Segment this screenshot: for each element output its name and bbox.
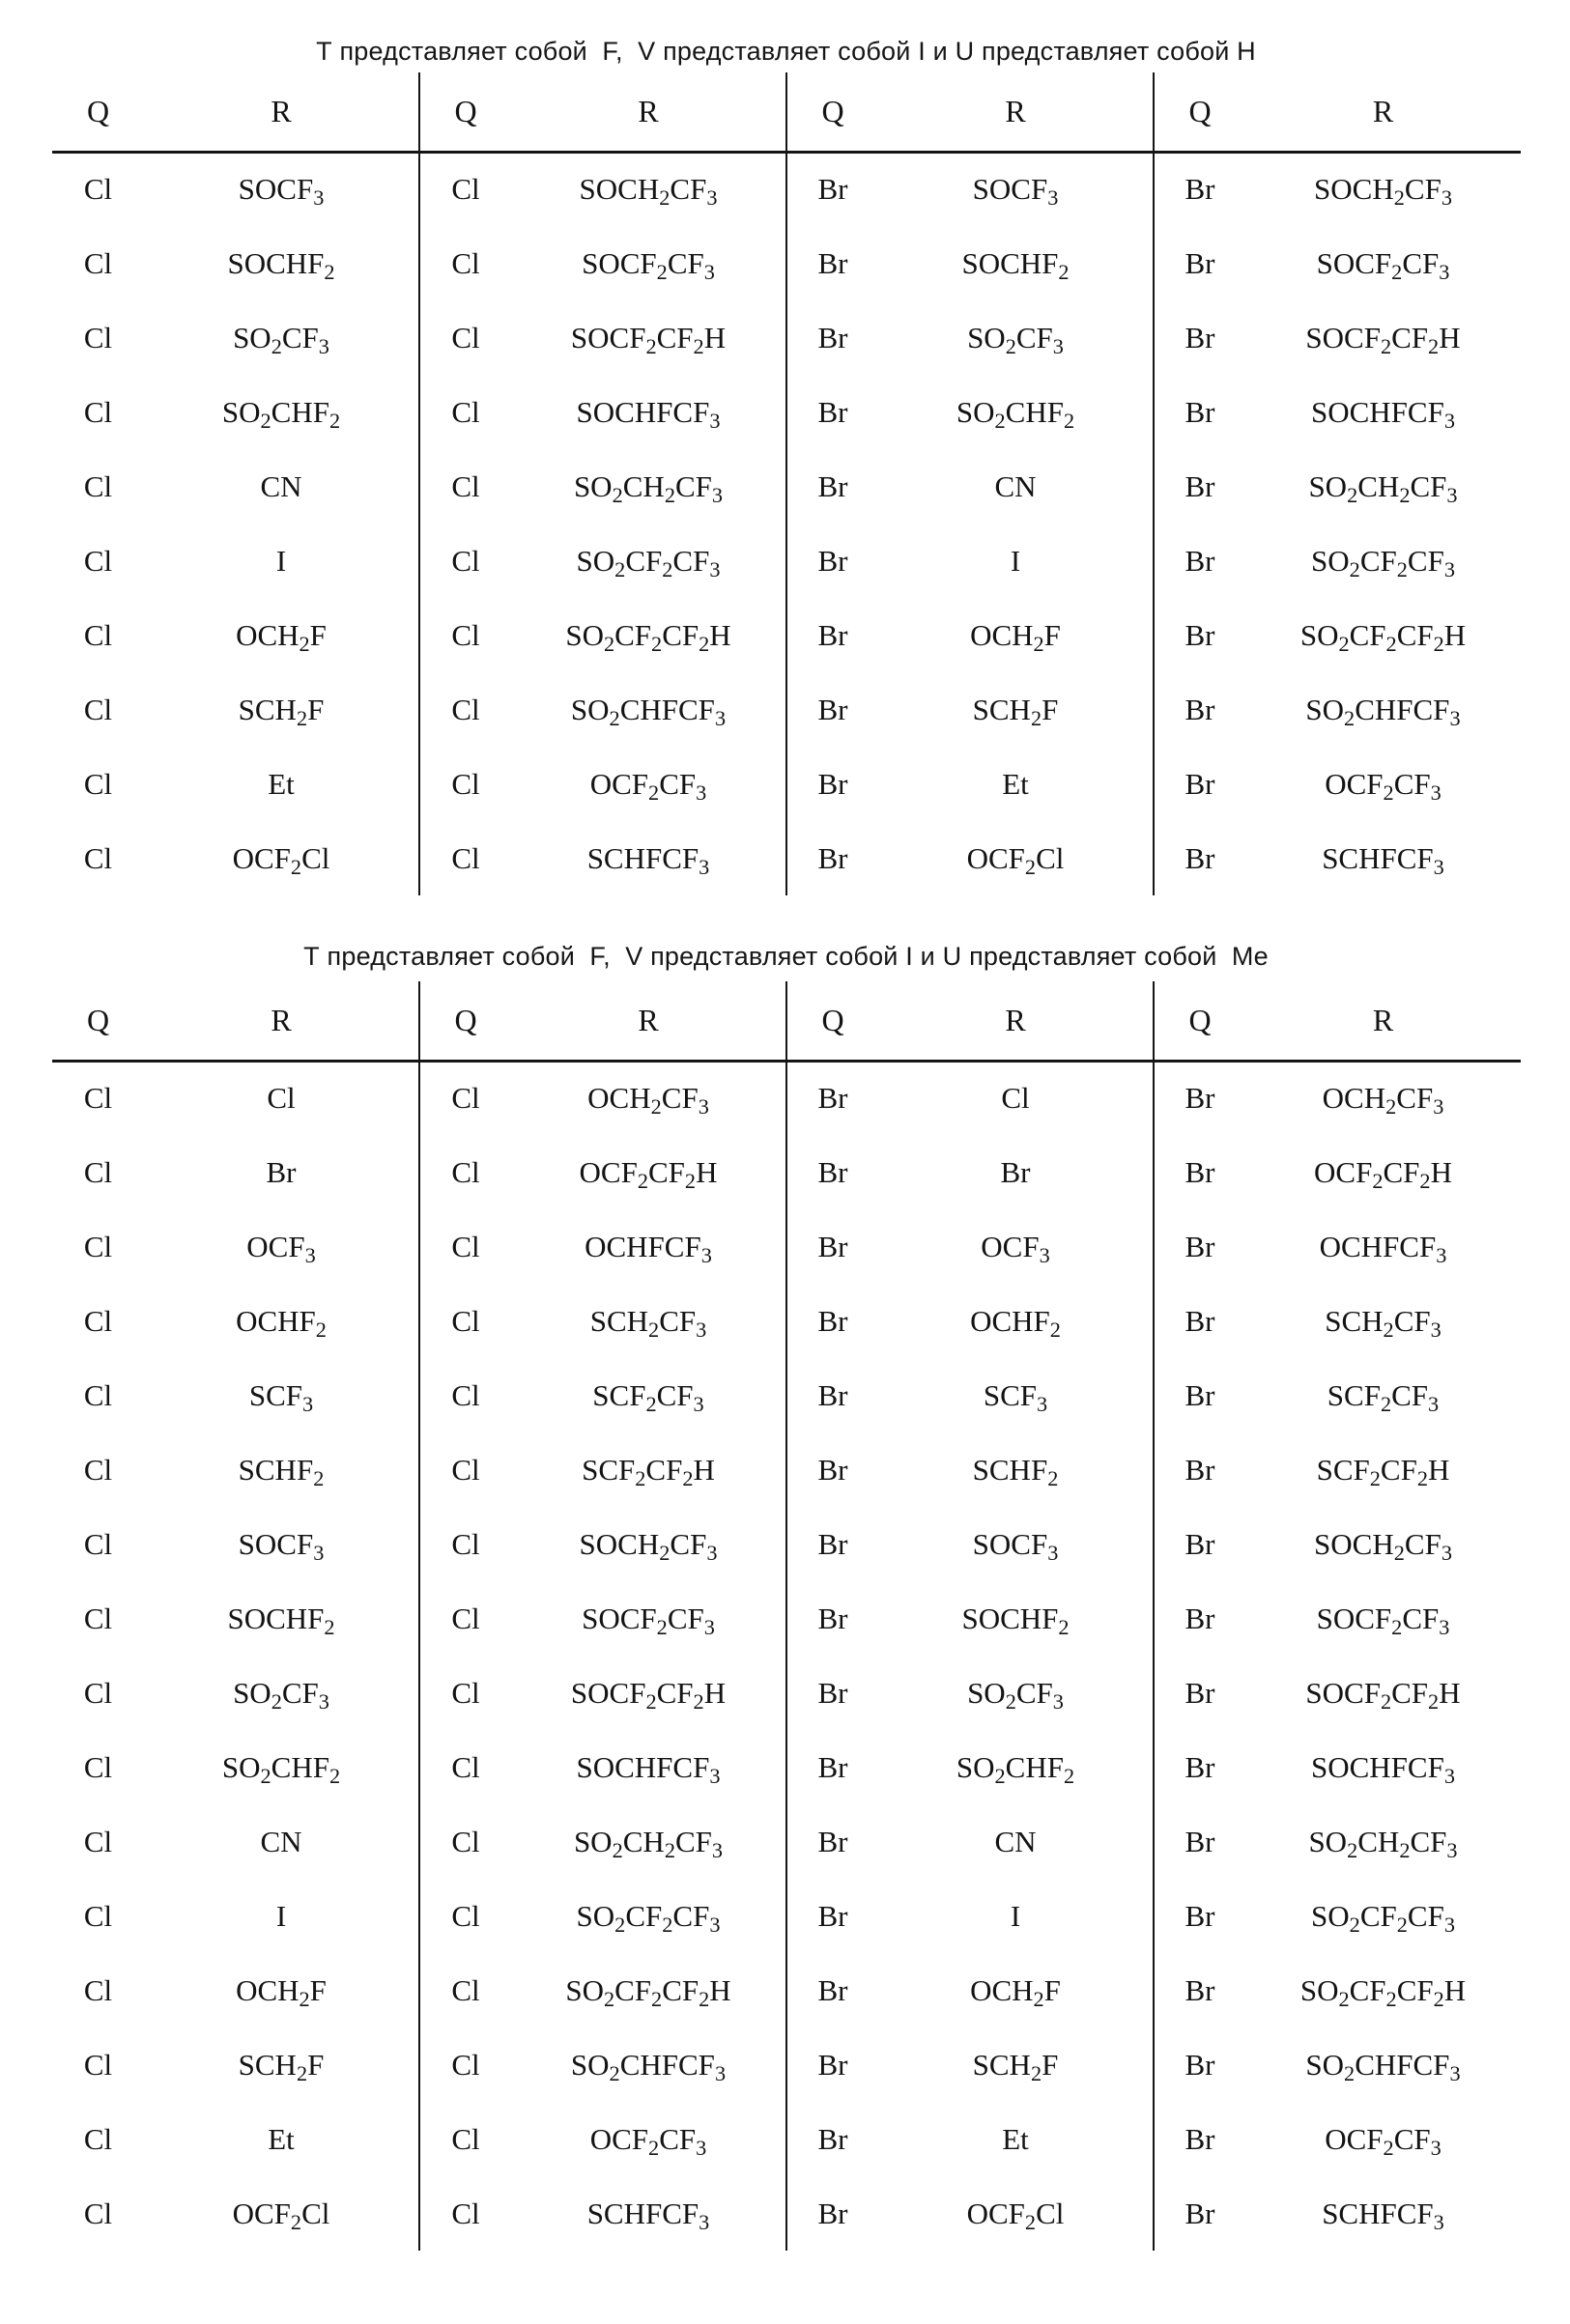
table-row: [52, 672, 1521, 747]
q-value: Br: [786, 598, 879, 672]
q-value: Br: [1154, 1284, 1246, 1358]
table-row: [52, 1284, 1521, 1358]
q-value: Cl: [419, 672, 512, 747]
r-formula: $SOCF_3$: [972, 172, 1059, 211]
r-formula: $SOCHFCF_3$: [1310, 1749, 1455, 1788]
r-formula: $OCHFCF_3$: [1319, 1229, 1447, 1267]
q-value: Cl: [83, 1675, 113, 1710]
q-value: Br: [1154, 1953, 1246, 2027]
r-formula: $OCF_2CF_2H$: [1314, 1154, 1452, 1193]
q-value: Br: [1154, 821, 1246, 895]
q-value: Cl: [83, 543, 113, 578]
r-formula: $SO_2CF_2CF_2H$: [565, 1972, 731, 2011]
table-row: [52, 300, 1521, 375]
q-value: Br: [786, 2027, 879, 2102]
q-value: Cl: [83, 320, 113, 354]
r-formula: $SCHF_2$: [238, 1452, 325, 1490]
r-formula: $SCH_2F$: [238, 692, 325, 730]
q-column-header: Q: [419, 981, 512, 1061]
r-formula: Br: [1000, 1154, 1031, 1189]
r-formula: $OCF_2CF_3$: [1325, 766, 1442, 805]
r-formula: $OCF_2Cl$: [232, 2196, 330, 2234]
table-row: [52, 1209, 1521, 1284]
q-column-header: Q: [786, 981, 879, 1061]
r-formula: $OCH_2F$: [236, 617, 327, 656]
r-formula: $SCF_3$: [983, 1377, 1048, 1416]
q-value: Cl: [419, 2176, 512, 2251]
q-value: Cl: [83, 617, 113, 652]
r-column-header: R: [145, 981, 419, 1061]
r-formula: $SO_2CHFCF_3$: [570, 2047, 727, 2085]
r-formula: Et: [1002, 2121, 1029, 2156]
q-value: Cl: [419, 524, 512, 598]
r-formula: $SOCH_2CF_3$: [579, 172, 718, 211]
header-row: [52, 981, 1521, 1061]
r-formula: $SO_2CF_2CF_3$: [576, 1898, 721, 1937]
r-formula: $OCF_2CF_3$: [1325, 2121, 1442, 2160]
r-formula: $SO_2CF_3$: [967, 1675, 1064, 1714]
r-formula: $SO_2CHF_2$: [956, 394, 1075, 433]
r-formula: $SO_2CH_2CF_3$: [573, 1824, 724, 1862]
r-formula: Et: [268, 2121, 295, 2156]
r-formula: $SO_2CF_2CF_3$: [576, 543, 721, 581]
q-value: Br: [786, 1507, 879, 1581]
r-formula: $OCH_2CF_3$: [587, 1081, 709, 1119]
q-value: Cl: [419, 226, 512, 300]
q-value: Cl: [83, 245, 113, 280]
r-formula: $SCF_2CF_3$: [592, 1377, 704, 1416]
table-body: [52, 152, 1521, 895]
q-value: Cl: [83, 1601, 113, 1635]
r-formula: $SCHFCF_3$: [1322, 840, 1444, 879]
q-value: Br: [786, 672, 879, 747]
q-value: Cl: [83, 1526, 113, 1561]
q-value: Cl: [83, 468, 113, 503]
q-column-header: Q: [1154, 72, 1246, 152]
table-row: [52, 1135, 1521, 1209]
q-value: Cl: [419, 1953, 512, 2027]
r-formula: $SOCF_3$: [238, 1526, 325, 1565]
q-value: Br: [786, 1284, 879, 1358]
q-value: Br: [786, 1953, 879, 2027]
q-value: Br: [786, 375, 879, 449]
q-value: Br: [786, 1061, 879, 1135]
q-value: Cl: [83, 1229, 113, 1263]
table-row: [52, 2102, 1521, 2176]
q-value: Br: [1154, 524, 1246, 598]
r-formula: $SO_2CF_2CF_3$: [1311, 1898, 1455, 1937]
r-formula: I: [275, 543, 287, 578]
table-row: [52, 2176, 1521, 2251]
q-value: Br: [786, 1135, 879, 1209]
r-formula: $SOCF_2CF_2H$: [570, 320, 727, 358]
q-value: Cl: [83, 692, 113, 726]
q-value: Br: [1154, 598, 1246, 672]
r-formula: Et: [1002, 766, 1029, 801]
r-formula: $SCHFCF_3$: [586, 840, 710, 879]
q-value: Cl: [83, 1081, 113, 1116]
r-formula: I: [1010, 1898, 1021, 1933]
r-formula: $SOCF_2CF_2H$: [570, 1675, 727, 1714]
q-value: Br: [786, 1581, 879, 1656]
q-value: Cl: [419, 1879, 512, 1953]
r-formula: $SOCHFCF_3$: [576, 1749, 721, 1788]
q-column-header: Q: [52, 72, 145, 152]
r-formula: $SO_2CH_2CF_3$: [1308, 468, 1458, 507]
q-value: Cl: [83, 840, 113, 875]
r-formula: $SCF_2CF_2H$: [1316, 1452, 1450, 1490]
table-row: [52, 2027, 1521, 2102]
r-formula: I: [1010, 543, 1021, 578]
table-row: [52, 747, 1521, 821]
r-column-header: R: [512, 72, 786, 152]
r-formula: $OCHF_2$: [970, 1303, 1061, 1342]
r-formula: $OCF_3$: [246, 1229, 316, 1267]
r-formula: $SOCHF_2$: [227, 1601, 335, 1639]
table-row: [52, 226, 1521, 300]
q-value: Br: [1154, 672, 1246, 747]
r-column-header: R: [145, 72, 419, 152]
q-value: Br: [1154, 1581, 1246, 1656]
q-value: Br: [786, 1730, 879, 1804]
table-2-title: Т представляет собой F, V представляет собой I и U представляет собой Me: [303, 942, 1269, 971]
r-formula: $OCH_2F$: [970, 617, 1061, 656]
q-value: Cl: [419, 1061, 512, 1135]
q-value: Br: [786, 1879, 879, 1953]
table-1-title: Т представляет собой F, V представляет собой I и U представляет собой H: [316, 37, 1256, 66]
table-row: [52, 1061, 1521, 1135]
substituent-table-2: [52, 981, 1521, 2251]
q-value: Br: [786, 1432, 879, 1507]
table-row: [52, 1358, 1521, 1432]
q-value: Cl: [419, 1135, 512, 1209]
r-formula: Cl: [1001, 1081, 1030, 1116]
r-formula: $SOCF_2CF_3$: [582, 245, 715, 284]
q-value: Cl: [419, 1209, 512, 1284]
q-value: Br: [786, 2102, 879, 2176]
table-row: [52, 1879, 1521, 1953]
q-value: Br: [1154, 375, 1246, 449]
r-formula: $SOCF_3$: [238, 172, 325, 211]
table-header: [52, 981, 1521, 1061]
r-formula: $SO_2CHFCF_3$: [1305, 2047, 1461, 2085]
r-formula: $OCF_2CF_3$: [589, 2121, 707, 2160]
table-row: [52, 449, 1521, 524]
q-value: Br: [1154, 2176, 1246, 2251]
table-row: [52, 1581, 1521, 1656]
q-value: Br: [1154, 2027, 1246, 2102]
r-formula: $SOCH_2CF_3$: [1314, 1526, 1452, 1565]
table-row: [52, 375, 1521, 449]
q-value: Cl: [83, 1154, 113, 1189]
q-value: Cl: [83, 1749, 113, 1784]
r-formula: $SCH_2F$: [238, 2047, 325, 2085]
q-value: Cl: [83, 1377, 113, 1412]
r-formula: $SOCHFCF_3$: [576, 394, 721, 433]
r-formula: $OCF_2Cl$: [966, 2196, 1065, 2234]
q-value: Br: [1154, 449, 1246, 524]
r-formula: Cl: [267, 1081, 296, 1116]
r-formula: $SO_2CHFCF_3$: [1305, 692, 1461, 730]
q-value: Cl: [419, 1804, 512, 1879]
q-value: Br: [786, 1804, 879, 1879]
q-value: Br: [786, 1656, 879, 1730]
r-formula: $SO_2CF_3$: [233, 320, 329, 358]
r-formula: $SO_2CF_3$: [967, 320, 1064, 358]
q-value: Br: [1154, 1432, 1246, 1507]
r-column-header: R: [879, 72, 1154, 152]
r-formula: $OCF_2Cl$: [966, 840, 1065, 879]
r-formula: $SO_2CHF_2$: [221, 1749, 341, 1788]
r-formula: $SCHFCF_3$: [586, 2196, 710, 2234]
q-value: Cl: [83, 2121, 113, 2156]
q-column-header: Q: [1154, 981, 1246, 1061]
r-formula: $SO_2CF_2CF_2H$: [1299, 1972, 1467, 2011]
r-formula: $SOCF_2CF_2H$: [1305, 320, 1461, 358]
table-row: [52, 1730, 1521, 1804]
q-value: Cl: [419, 152, 512, 226]
q-value: Br: [786, 300, 879, 375]
r-formula: $OCF_2Cl$: [232, 840, 330, 879]
q-value: Br: [786, 2176, 879, 2251]
r-formula: $SCF_2CF_2H$: [582, 1452, 715, 1490]
r-formula: $SOCF_2CF_2H$: [1305, 1675, 1461, 1714]
r-formula: $OCF_2CF_2H$: [579, 1154, 718, 1193]
q-value: Cl: [419, 747, 512, 821]
q-value: Cl: [419, 598, 512, 672]
table-row: [52, 1507, 1521, 1581]
q-value: Br: [786, 747, 879, 821]
r-formula: $SCH_2CF_3$: [589, 1303, 707, 1342]
r-formula: $OCF_2CF_3$: [589, 766, 707, 805]
q-value: Cl: [419, 1581, 512, 1656]
r-column-header: R: [1246, 72, 1521, 152]
q-value: Br: [1154, 152, 1246, 226]
q-value: Br: [786, 1358, 879, 1432]
q-value: Br: [1154, 1879, 1246, 1953]
r-formula: Br: [266, 1154, 297, 1189]
q-value: Cl: [83, 394, 113, 429]
q-value: Cl: [83, 766, 113, 801]
r-formula: $SCH_2F$: [972, 692, 1059, 730]
r-formula: $SO_2CH_2CF_3$: [573, 468, 724, 507]
r-formula: CN: [994, 468, 1037, 503]
r-formula: $OCHFCF_3$: [585, 1229, 712, 1267]
q-column-header: Q: [419, 72, 512, 152]
q-value: Cl: [419, 449, 512, 524]
q-value: Cl: [419, 821, 512, 895]
table-row: [52, 152, 1521, 226]
r-formula: $SO_2CF_2CF_2H$: [1299, 617, 1467, 656]
r-formula: $SOCHFCF_3$: [1310, 394, 1455, 433]
r-formula: $SOCHF_2$: [227, 245, 335, 284]
q-value: Br: [786, 524, 879, 598]
r-formula: $SOCHF_2$: [961, 245, 1070, 284]
header-row: [52, 72, 1521, 152]
r-formula: $OCH_2F$: [236, 1972, 327, 2011]
r-column-header: R: [512, 981, 786, 1061]
q-column-header: Q: [786, 72, 879, 152]
q-value: Br: [786, 1209, 879, 1284]
r-formula: $SOCF_2CF_3$: [1316, 1601, 1450, 1639]
substituent-table-1: [52, 72, 1521, 895]
table-row: [52, 1656, 1521, 1730]
r-formula: $SOCF_2CF_3$: [582, 1601, 715, 1639]
q-value: Br: [1154, 226, 1246, 300]
q-value: Cl: [419, 1284, 512, 1358]
r-formula: $SCHF_2$: [972, 1452, 1059, 1490]
q-value: Br: [786, 152, 879, 226]
r-formula: $OCHF_2$: [236, 1303, 327, 1342]
r-formula: $SCF_2CF_3$: [1327, 1377, 1440, 1416]
r-formula: $SOCH_2CF_3$: [579, 1526, 718, 1565]
q-value: Cl: [419, 1358, 512, 1432]
r-formula: Et: [268, 766, 295, 801]
r-formula: CN: [994, 1824, 1037, 1858]
q-value: Br: [1154, 1730, 1246, 1804]
q-value: Cl: [419, 1730, 512, 1804]
q-value: Br: [786, 449, 879, 524]
r-formula: $SOCF_3$: [972, 1526, 1059, 1565]
q-value: Cl: [419, 1507, 512, 1581]
q-value: Cl: [419, 300, 512, 375]
r-formula: $SCH_2CF_3$: [1325, 1303, 1442, 1342]
r-formula: $SO_2CHF_2$: [221, 394, 341, 433]
r-formula: $SCH_2F$: [972, 2047, 1059, 2085]
q-value: Br: [1154, 1507, 1246, 1581]
r-formula: $SO_2CHF_2$: [956, 1749, 1075, 1788]
table-row: [52, 1804, 1521, 1879]
q-value: Cl: [83, 2196, 113, 2230]
r-formula: $SOCHF_2$: [961, 1601, 1070, 1639]
r-formula: $SOCF_2CF_3$: [1316, 245, 1450, 284]
r-formula: CN: [260, 1824, 302, 1858]
r-formula: $SCF_3$: [248, 1377, 314, 1416]
q-value: Cl: [83, 1303, 113, 1338]
q-value: Br: [1154, 747, 1246, 821]
q-value: Cl: [419, 2027, 512, 2102]
q-value: Br: [786, 226, 879, 300]
r-formula: I: [275, 1898, 287, 1933]
table-body: [52, 1061, 1521, 2251]
q-value: Br: [1154, 2102, 1246, 2176]
q-column-header: Q: [52, 981, 145, 1061]
r-formula: $OCH_2F$: [970, 1972, 1061, 2011]
q-value: Br: [1154, 1656, 1246, 1730]
q-value: Cl: [83, 2047, 113, 2082]
r-formula: $SOCH_2CF_3$: [1314, 172, 1452, 211]
table-row: [52, 598, 1521, 672]
q-value: Br: [1154, 1804, 1246, 1879]
r-formula: $SO_2CF_3$: [233, 1675, 329, 1714]
q-value: Cl: [419, 375, 512, 449]
r-formula: CN: [260, 468, 302, 503]
r-formula: $SO_2CF_2CF_2H$: [565, 617, 731, 656]
r-formula: $OCF_3$: [981, 1229, 1050, 1267]
q-value: Cl: [419, 1432, 512, 1507]
table-row: [52, 821, 1521, 895]
r-formula: $SO_2CF_2CF_3$: [1311, 543, 1455, 581]
q-value: Br: [1154, 1135, 1246, 1209]
table-header: [52, 72, 1521, 152]
r-formula: $SCHFCF_3$: [1322, 2196, 1444, 2234]
q-value: Br: [786, 821, 879, 895]
q-value: Cl: [83, 1972, 113, 2007]
q-value: Br: [1154, 1358, 1246, 1432]
q-value: Cl: [83, 1898, 113, 1933]
r-column-header: R: [879, 981, 1154, 1061]
q-value: Cl: [83, 1452, 113, 1487]
table-row: [52, 524, 1521, 598]
r-column-header: R: [1246, 981, 1521, 1061]
q-value: Cl: [83, 1824, 113, 1858]
r-formula: $SO_2CH_2CF_3$: [1308, 1824, 1458, 1862]
table-row: [52, 1432, 1521, 1507]
q-value: Br: [1154, 1209, 1246, 1284]
q-value: Cl: [419, 1656, 512, 1730]
table-row: [52, 1953, 1521, 2027]
q-value: Cl: [83, 172, 113, 207]
r-formula: $OCH_2CF_3$: [1322, 1081, 1444, 1119]
q-value: Cl: [419, 2102, 512, 2176]
q-value: Br: [1154, 300, 1246, 375]
r-formula: $SO_2CHFCF_3$: [570, 692, 727, 730]
q-value: Br: [1154, 1061, 1246, 1135]
